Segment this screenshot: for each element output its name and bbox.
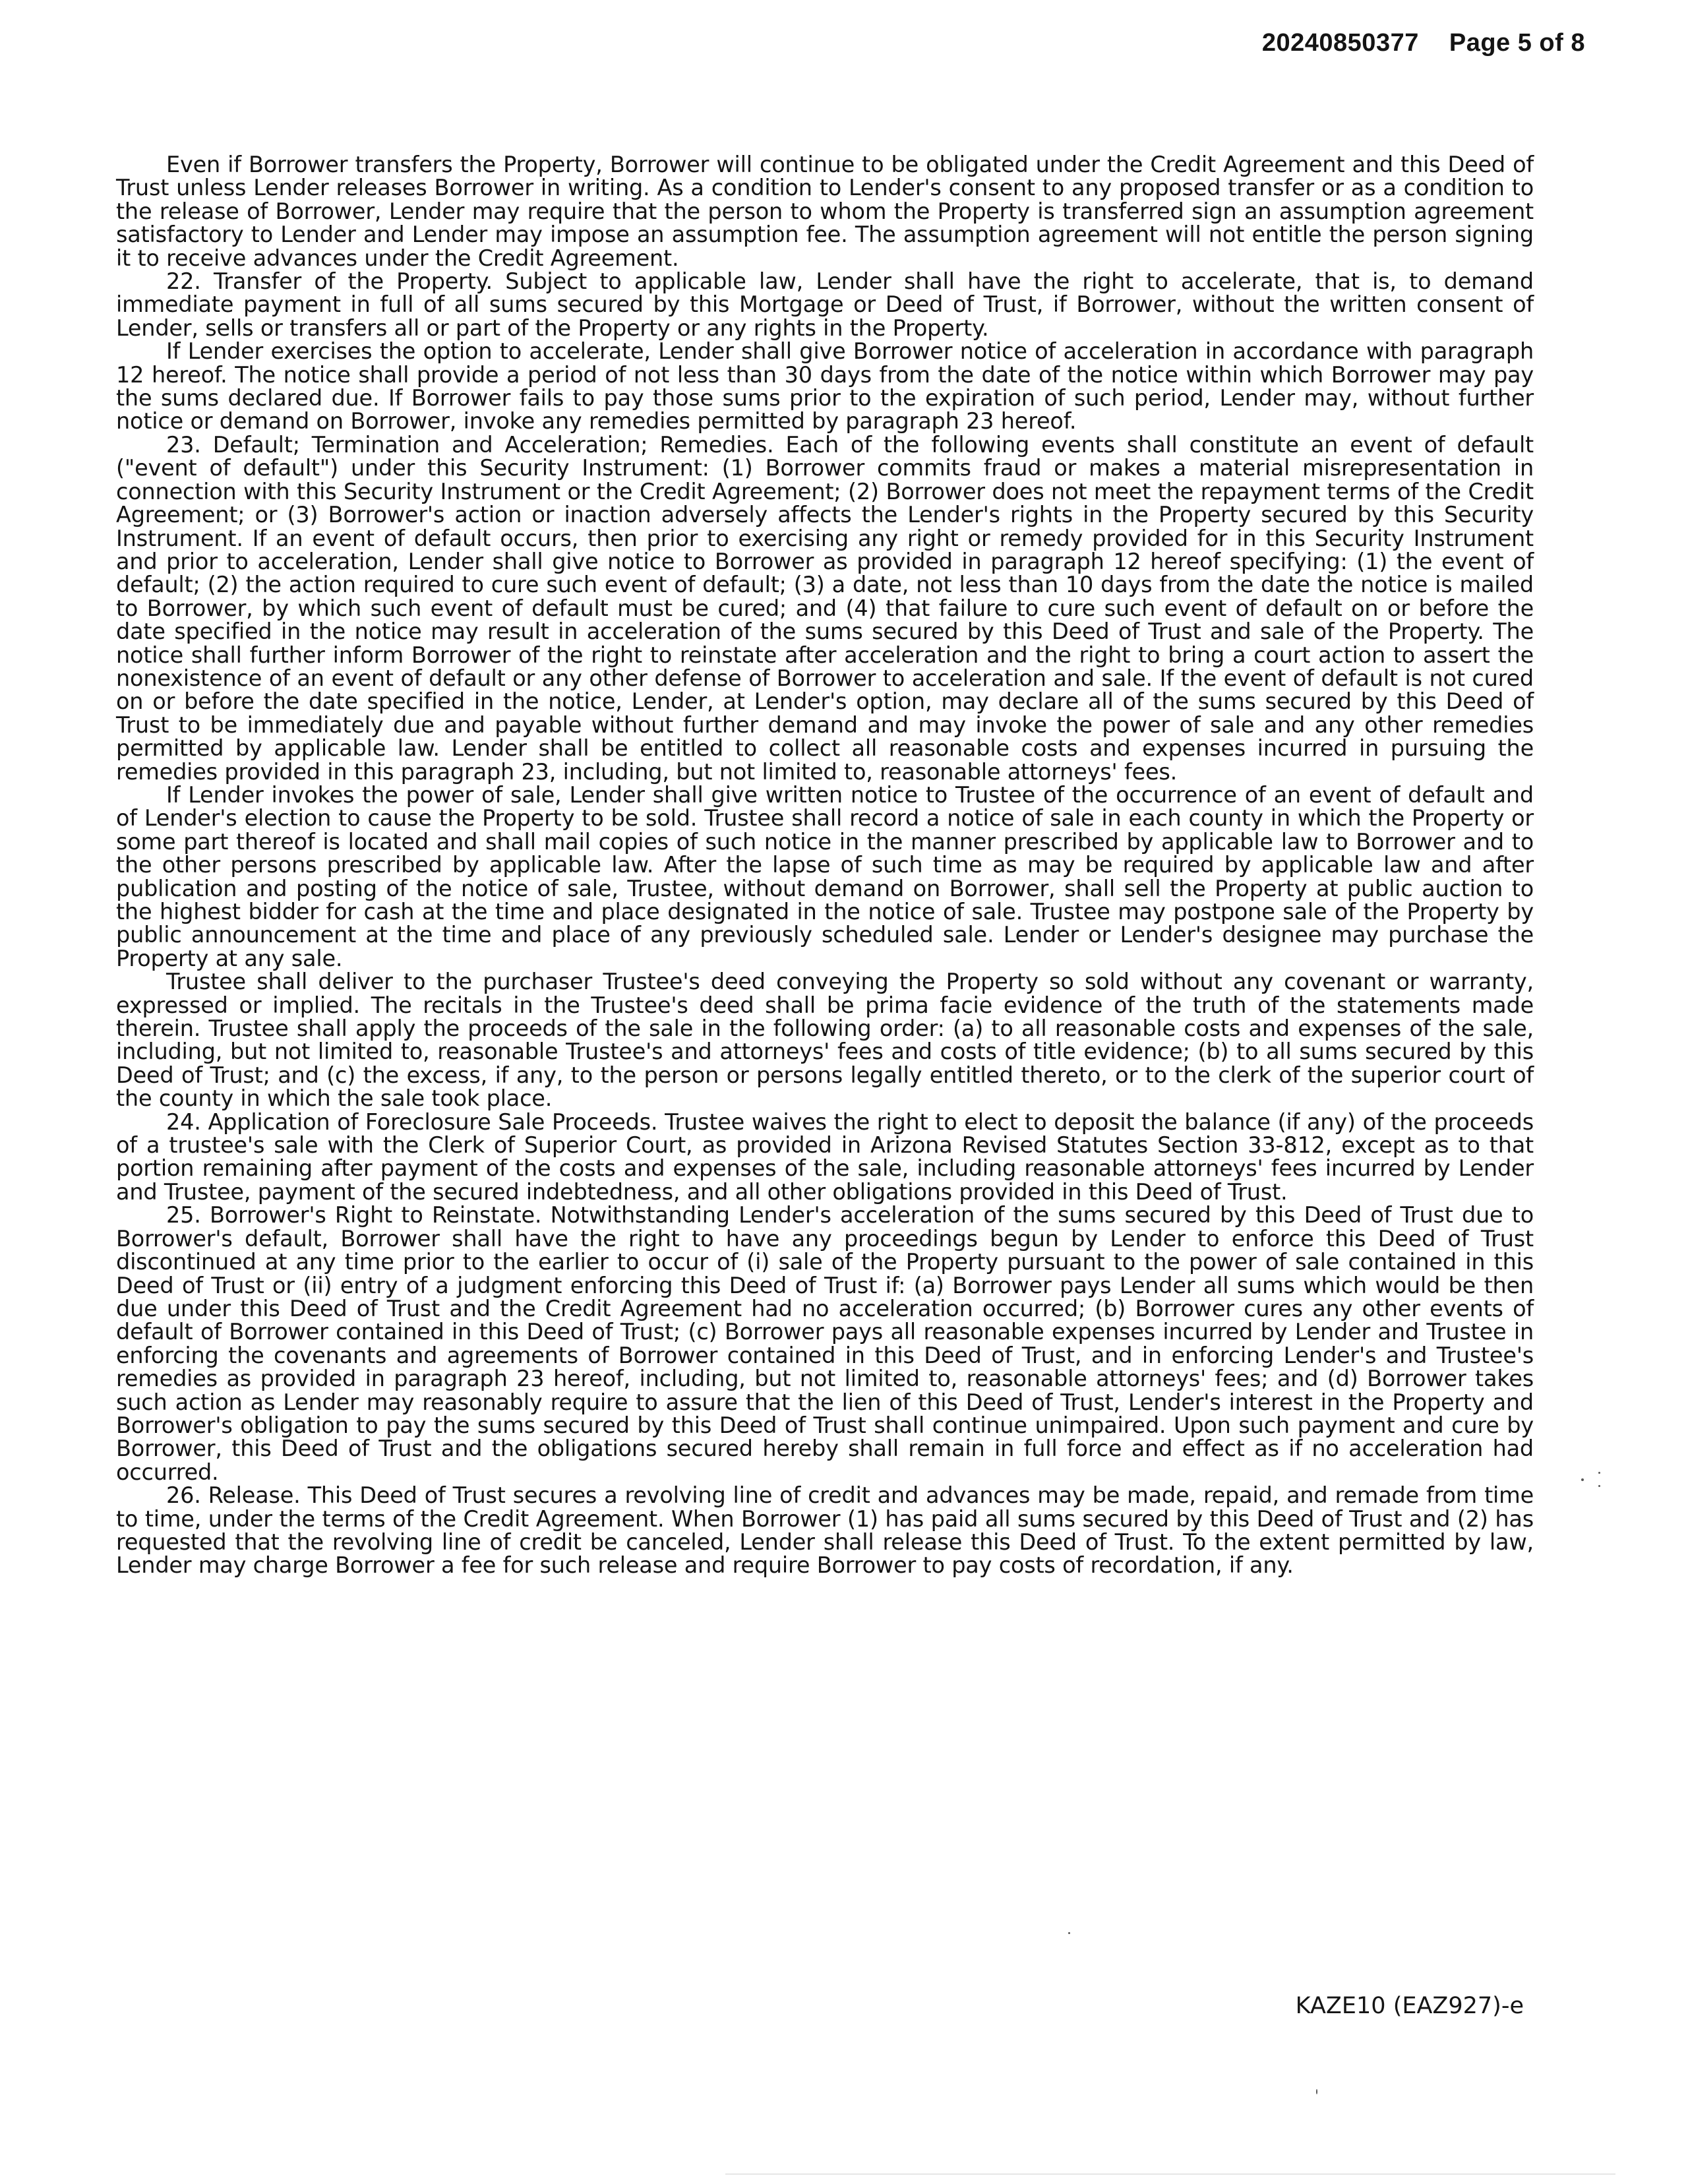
page-header [1262, 29, 1585, 57]
paragraph-26-release: 26. Release. This Deed of Trust secures a revolving line of credit and advances may be made, repaid, and remade from time to time, under the terms of the Credit Agreement. When Borrower (1) has paid all sums secured by this Deed of Trust and (2) has requested that the revolving line of credit be canceled, Lender shall release this Deed of Trust. To the extent permitted by law, Lender may charge Borrower a fee for such release and require Borrower to pay costs of recordation, if any. [116, 1482, 1534, 1579]
paragraph-23-default-remedies: 23. Default; Termination and Acceleration; Remedies. Each of the following events shall constitute an event of default ("event of default") under this Security Instrument: (1) Borrower commits fraud or makes a material misrepresentation in connection with this Security Instrument or the Credit Agreement; (2) Borrower does not meet the repayment terms of the Credit Agreement; or (3) Borrower's action or inaction adversely affects the Lender's rights in the Property secured by this Security Instrument. If an event of default occurs, then prior to exercising any right or remedy provided for in this Security Instrument and prior to acceleration, Lender shall give notice to Borrower as provided in paragraph 12 hereof specifying: (1) the event of default; (2) the action required to cure such event of default; (3) a date, not less than 10 days from the date the notice is mailed to Borrower, by which such event of default must be cured; and (4) that failure to cure such event of default on or before the date specified in the notice may result in acceleration of the sums secured by this Deed of Trust and sale of the Property. The notice shall further inform Borrower of the right to reinstate after acceleration and the right to bring a court action to assert the nonexistence of an event of default or any other defense of Borrower to acceleration and sale. If the event of default is not cured on or before the date specified in the notice, Lender, at Lender's option, may declare all of the sums secured by this Deed of Trust to be immediately due and payable without further demand and may invoke the power of sale and any other remedies permitted by applicable law. Lender shall be entitled to collect all reasonable costs and expenses incurred in pursuing the remedies provided in this paragraph 23, including, but not limited to, reasonable attorneys' fees. [116, 431, 1534, 785]
scan-speck [1598, 1472, 1600, 1474]
paragraph-trustee-deed: Trustee shall deliver to the purchaser Trustee's deed conveying the Property so sold without any covenant or warranty, expressed or implied. The recitals in the Trustee's deed shall be prima facie evidence of the truth of the statements made therein. Trustee shall apply the proceeds of the sale in the following order: (a) to all reasonable costs and expenses of the sale, including, but not limited to, reasonable Trustee's and attorneys' fees and costs of title evidence; (b) to all sums secured by this Deed of Trust; and (c) the excess, if any, to the person or persons legally entitled thereto, or to the clerk of the superior court of the county in which the sale took place. [116, 969, 1534, 1112]
paragraph-acceleration-option: If Lender exercises the option to accelerate, Lender shall give Borrower notice of acceleration in accordance with paragraph 12 hereof. The notice shall provide a period of not less than 30 days from the date of the notice within which Borrower may pay the sums declared due. If Borrower fails to pay those sums prior to the expiration of such period, Lender may, without further notice or demand on Borrower, invoke any remedies permitted by paragraph 23 hereof. [116, 338, 1534, 435]
scan-speck [1068, 1932, 1070, 1934]
scan-speck [1316, 2089, 1317, 2094]
scan-speck [1581, 1478, 1584, 1481]
paragraph-22-transfer-of-property: 22. Transfer of the Property. Subject to applicable law, Lender shall have the right to accelerate, that is, to demand immediate payment in full of all sums secured by this Mortgage or Deed of Trust, if Borrower, without the written consent of Lender, sells or transfers all or part of the Property or any rights in the Property. [116, 268, 1534, 341]
paragraph-24-foreclosure-proceeds: 24. Application of Foreclosure Sale Proceeds. Trustee waives the right to elect to deposit the balance (if any) of the proceeds of a trustee's sale with the Clerk of Superior Court, as provided in Arizona Revised Statutes Section 33-812, except as to that portion remaining after payment of the costs and expenses of the sale, including reasonable attorneys' fees incurred by Lender and Trustee, payment of the secured indebtedness, and all other obligations provided in this Deed of Trust. [116, 1108, 1534, 1205]
paragraph-power-of-sale: If Lender invokes the power of sale, Lender shall give written notice to Trustee of the occurrence of an event of default and of Lender's election to cause the Property to be sold. Trustee shall record a notice of sale in each county in which the Property or some part thereof is located and shall mail copies of such notice in the manner prescribed by applicable law to Borrower and to the other persons prescribed by applicable law. After the lapse of such time as may be required by applicable law and after publication and posting of the notice of sale, Trustee, without demand on Borrower, shall sell the Property at public auction to the highest bidder for cash at the time and place designated in the notice of sale. Trustee may postpone sale of the Property by public announcement at the time and place of any previously scheduled sale. Lender or Lender's designee may purchase the Property at any sale. [116, 781, 1534, 971]
document-body [116, 153, 1534, 1577]
scan-edge-line [725, 2173, 1615, 2175]
scan-speck [1598, 1485, 1600, 1487]
form-code: KAZE10 (EAZ927)-e [1295, 1993, 1524, 2019]
page-number: Page 5 of 8 [1449, 29, 1585, 57]
paragraph-25-right-to-reinstate: 25. Borrower's Right to Reinstate. Notwithstanding Lender's acceleration of the sums secured by this Deed of Trust due to Borrower's default, Borrower shall have the right to have any proceedings begun by Lender to enforce this Deed of Trust discontinued at any time prior to the earlier to occur of (i) sale of the Property pursuant to the power of sale contained in this Deed of Trust or (ii) entry of a judgment enforcing this Deed of Trust if: (a) Borrower pays Lender all sums which would be then due under this Deed of Trust and the Credit Agreement had no acceleration occurred; (b) Borrower cures any other events of default of Borrower contained in this Deed of Trust; (c) Borrower pays all reasonable expenses incurred by Lender and Trustee in enforcing the covenants and agreements of Borrower contained in this Deed of Trust, and in enforcing Lender's and Trustee's remedies as provided in paragraph 23 hereof, including, but not limited to, reasonable attorneys' fees; and (d) Borrower takes such action as Lender may reasonably require to assure that the lien of this Deed of Trust, Lender's interest in the Property and Borrower's obligation to pay the sums secured by this Deed of Trust shall continue unimpaired. Upon such payment and cure by Borrower, this Deed of Trust and the obligations secured hereby shall remain in full force and effect as if no acceleration had occurred. [116, 1202, 1534, 1485]
document-number: 20240850377 [1261, 29, 1419, 57]
paragraph-transfer-obligation: Even if Borrower transfers the Property, Borrower will continue to be obligated under the Credit Agreement and this Deed of Trust unless Lender releases Borrower in writing. As a condition to Lender's consent to any proposed transfer or as a condition to the release of Borrower, Lender may require that the person to whom the Property is transferred sign an assumption agreement satisfactory to Lender and Lender may impose an assumption fee. The assumption agreement will not entitle the person signing it to receive advances under the Credit Agreement. [116, 152, 1534, 271]
